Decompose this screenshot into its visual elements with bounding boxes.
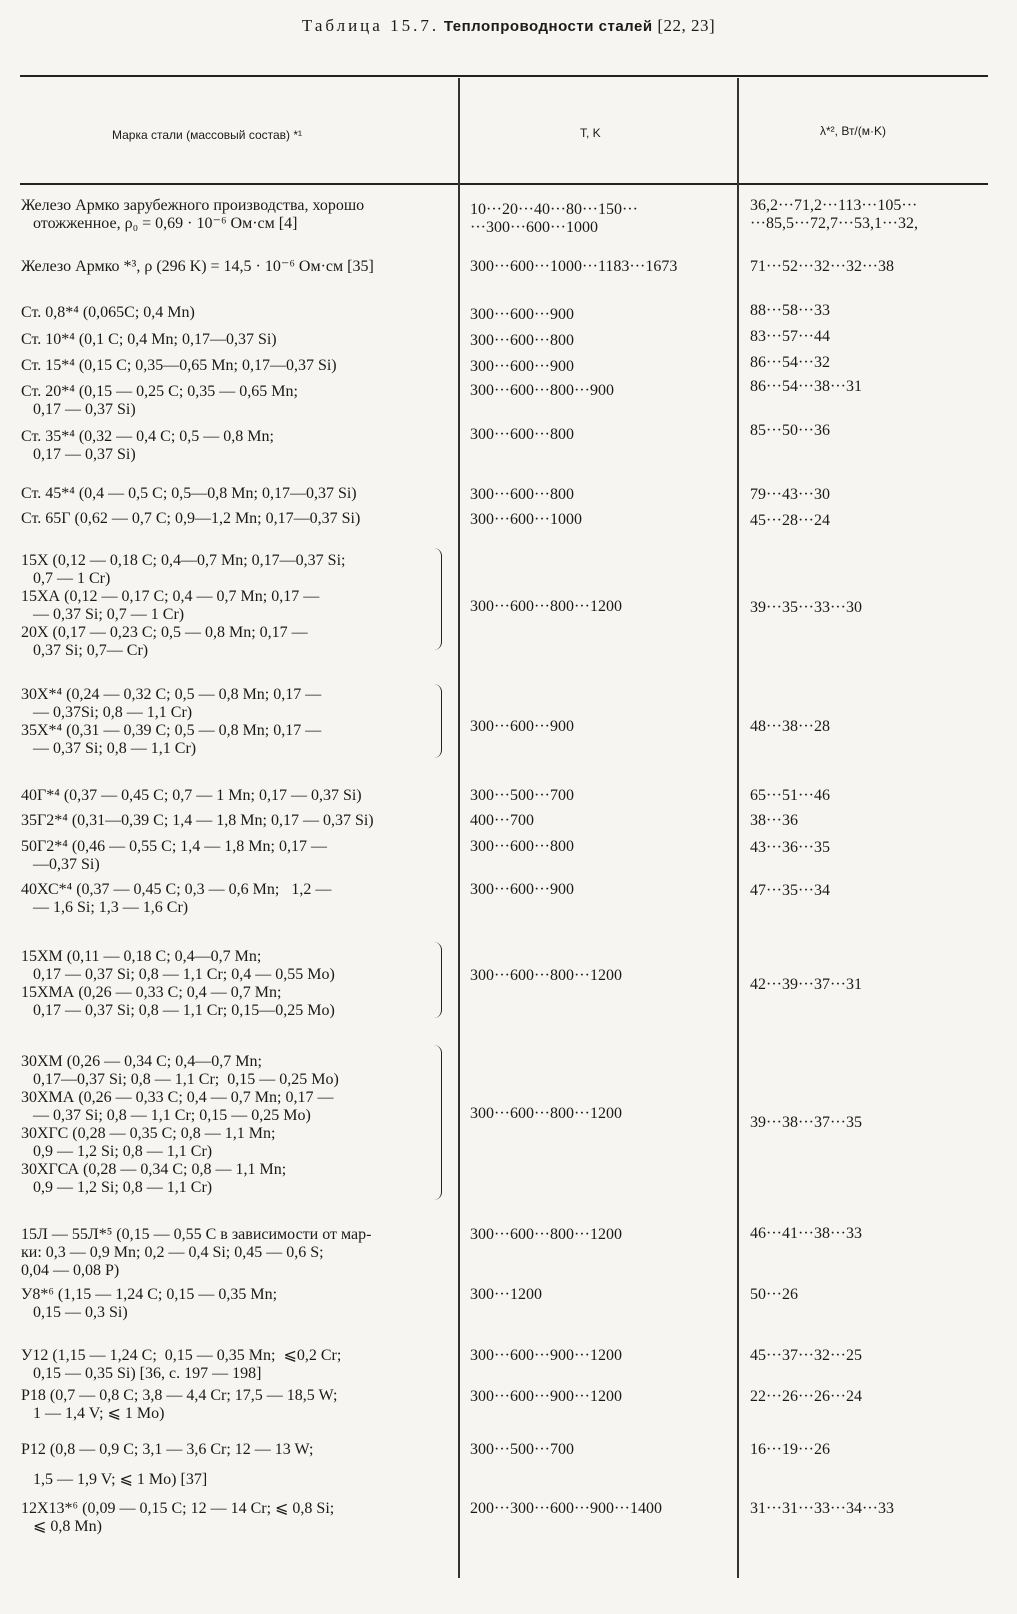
steel-grade-cell: Р18 (0,7 — 0,8 С; 3,8 — 4,4 Cr; 17,5 — 18,5 W; 1 — 1,4 V; ⩽ 1 Mo) [21, 1387, 338, 1422]
conductivity-cell: 47···35···34 [750, 882, 830, 899]
steel-grade-cell: Ст. 0,8*⁴ (0,065С; 0,4 Mn) [21, 304, 195, 321]
temperature-cell: 300···600···800···1200 [470, 1105, 622, 1122]
caption-title: Теплопроводности сталей [443, 18, 653, 35]
steel-grade-cell: 30Х*⁴ (0,24 — 0,32 С; 0,5 — 0,8 Mn; 0,17 — — 0,37Si; 0,8 — 1,1 Cr) 35Х*⁴ (0,31 — 0,39 С; 0,5 — 0,8 Mn; 0,17 — — 0,37 Si; 0,8 — 1,1 Cr) [21, 686, 322, 757]
steel-grade-cell: 40ХС*⁴ (0,37 — 0,45 С; 0,3 — 0,6 Mn; 1,2 — — 1,6 Si; 1,3 — 1,6 Cr) [21, 881, 332, 916]
conductivity-cell: 83···57···44 [750, 328, 830, 345]
conductivity-cell: 85···50···36 [750, 422, 830, 439]
temperature-cell: 300···600···900 [470, 718, 574, 735]
steel-grade-cell: 1,5 — 1,9 V; ⩽ 1 Mo) [37] [21, 1471, 208, 1488]
conductivity-cell: 36,2···71,2···113···105··· ···85,5···72,7···53,1···32, [750, 197, 918, 232]
temperature-cell: 300···600···1000···1183···1673 [470, 258, 678, 275]
steel-grade-cell: Р12 (0,8 — 0,9 С; 3,1 — 3,6 Cr; 12 — 13 W; [21, 1441, 314, 1458]
temperature-cell: 300···600···800···1200 [470, 1226, 622, 1243]
temperature-cell: 300···600···800···1200 [470, 598, 622, 615]
temperature-cell: 300···600···800 [470, 332, 574, 349]
temperature-cell: 300···600···800···900 [470, 382, 614, 399]
steel-grade-cell: Ст. 20*⁴ (0,15 — 0,25 С; 0,35 — 0,65 Mn; 0,17 — 0,37 Si) [21, 383, 298, 418]
conductivity-cell: 45···28···24 [750, 512, 830, 529]
temperature-cell: 300···600···800 [470, 486, 574, 503]
steel-grade-cell: 35Г2*⁴ (0,31—0,39 С; 1,4 — 1,8 Mn; 0,17 — 0,37 Si) [21, 812, 374, 829]
caption-refs: [22, 23] [657, 16, 716, 35]
steel-grade-cell: 30ХМ (0,26 — 0,34 С; 0,4—0,7 Mn; 0,17—0,37 Si; 0,8 — 1,1 Cr; 0,15 — 0,25 Mo) 30ХМА (0,26 — 0,33 С; 0,4 — 0,7 Mn; 0,17 — — 0,37 Si; 0,8 — 1,1 Cr; 0,15 — 0,25 Mo) 30ХГС (0,28 — 0,35 С; 0,8 — 1,1 Mn; 0,9 — 1,2 Si; 0,8 — 1,1 Cr) 30ХГСА (0,28 — 0,34 С; 0,8 — 1,1 Mn; 0,9 — 1,2 Si; 0,8 — 1,1 Cr) [21, 1053, 339, 1196]
conductivity-cell: 43···36···35 [750, 839, 830, 856]
temperature-cell: 300···500···700 [470, 787, 574, 804]
conductivity-cell: 42···39···37···31 [750, 976, 862, 993]
steel-grade-cell: У8*⁶ (1,15 — 1,24 С; 0,15 — 0,35 Mn; 0,15 — 0,3 Si) [21, 1286, 278, 1321]
header-temperature: T, K [580, 126, 601, 140]
temperature-cell: 300···1200 [470, 1286, 542, 1303]
temperature-cell: 400···700 [470, 812, 534, 829]
temperature-cell: 300···600···900···1200 [470, 1388, 622, 1405]
steel-grade-cell: Ст. 45*⁴ (0,4 — 0,5 С; 0,5—0,8 Mn; 0,17—0,37 Si) [21, 485, 357, 502]
conductivity-cell: 48···38···28 [750, 718, 830, 735]
conductivity-cell: 39···38···37···35 [750, 1114, 862, 1131]
table-top-rule [20, 75, 988, 77]
temperature-cell: 300···600···900···1200 [470, 1347, 622, 1364]
group-brace [433, 548, 442, 650]
conductivity-cell: 45···37···32···25 [750, 1347, 862, 1364]
caption-label: Таблица 15.7. [301, 16, 440, 35]
conductivity-cell: 50···26 [750, 1286, 798, 1303]
temperature-cell: 300···600···800···1200 [470, 967, 622, 984]
temperature-cell: 200···300···600···900···1400 [470, 1500, 662, 1517]
conductivity-cell: 16···19···26 [750, 1441, 830, 1458]
temperature-cell: 300···600···900 [470, 358, 574, 375]
conductivity-cell: 88···58···33 [750, 302, 830, 319]
conductivity-cell: 46···41···38···33 [750, 1225, 862, 1242]
conductivity-cell: 31···31···33···34···33 [750, 1500, 894, 1517]
header-grade: Марка стали (массовый состав) *¹ [112, 128, 303, 142]
group-brace [433, 1045, 442, 1200]
table-caption [0, 16, 1017, 36]
conductivity-cell: 38···36 [750, 812, 798, 829]
steel-grade-cell: 12Х13*⁶ (0,09 — 0,15 С; 12 — 14 Cr; ⩽ 0,8 Si; ⩽ 0,8 Mn) [21, 1500, 335, 1535]
header-conductivity: λ*², Вт/(м·K) [820, 124, 887, 138]
temperature-cell: 300···600···800 [470, 838, 574, 855]
steel-grade-cell: 50Г2*⁴ (0,46 — 0,55 С; 1,4 — 1,8 Mn; 0,17 — —0,37 Si) [21, 838, 327, 873]
conductivity-cell: 79···43···30 [750, 486, 830, 503]
steel-grade-cell: 15Л — 55Л*⁵ (0,15 — 0,55 С в зависимости от мар- ки: 0,3 — 0,9 Mn; 0,2 — 0,4 Si; 0,45 — 0,6 S; 0,04 — 0,08 P) [21, 1226, 372, 1279]
temperature-cell: 300···600···900 [470, 881, 574, 898]
steel-grade-cell: Железо Армко зарубежного производства, хорошо отожженное, ρ₀ = 0,69 · 10⁻⁶ Ом·см [4] [21, 197, 365, 232]
conductivity-cell: 86···54···38···31 [750, 378, 862, 395]
header-rule [20, 183, 988, 185]
conductivity-cell: 39···35···33···30 [750, 599, 862, 616]
steel-grade-cell: Ст. 65Г (0,62 — 0,7 С; 0,9—1,2 Mn; 0,17—0,37 Si) [21, 510, 361, 527]
steel-grade-cell: Ст. 15*⁴ (0,15 С; 0,35—0,65 Mn; 0,17—0,37 Si) [21, 357, 337, 374]
steel-grade-cell: 15ХМ (0,11 — 0,18 С; 0,4—0,7 Mn; 0,17 — 0,37 Si; 0,8 — 1,1 Cr; 0,4 — 0,55 Mo) 15ХМА (0,26 — 0,33 С; 0,4 — 0,7 Mn; 0,17 — 0,37 Si; 0,8 — 1,1 Cr; 0,15—0,25 Mo) [21, 948, 335, 1019]
group-brace [433, 684, 442, 758]
conductivity-cell: 22···26···26···24 [750, 1388, 862, 1405]
temperature-cell: 300···600···900 [470, 306, 574, 323]
conductivity-cell: 65···51···46 [750, 787, 830, 804]
steel-grade-cell: 15Х (0,12 — 0,18 С; 0,4—0,7 Mn; 0,17—0,37 Si; 0,7 — 1 Cr) 15ХА (0,12 — 0,17 С; 0,4 — 0,7 Mn; 0,17 — — 0,37 Si; 0,7 — 1 Cr) 20Х (0,17 — 0,23 С; 0,5 — 0,8 Mn; 0,17 — 0,37 Si; 0,7— Cr) [21, 552, 346, 659]
steel-grade-cell: 40Г*⁴ (0,37 — 0,45 С; 0,7 — 1 Mn; 0,17 — 0,37 Si) [21, 787, 362, 804]
temperature-cell: 10···20···40···80···150··· ···300···600···1000 [470, 201, 638, 236]
temperature-cell: 300···600···1000 [470, 511, 582, 528]
column-divider-1 [458, 78, 460, 1578]
steel-grade-cell: Ст. 35*⁴ (0,32 — 0,4 С; 0,5 — 0,8 Mn; 0,17 — 0,37 Si) [21, 428, 274, 463]
conductivity-cell: 86···54···32 [750, 354, 830, 371]
steel-grade-cell: Железо Армко *³, ρ (296 K) = 14,5 · 10⁻⁶ Ом·см [35] [21, 258, 374, 275]
group-brace [433, 942, 442, 1018]
temperature-cell: 300···600···800 [470, 426, 574, 443]
steel-grade-cell: У12 (1,15 — 1,24 С; 0,15 — 0,35 Mn; ⩽0,2 Cr; 0,15 — 0,35 Si) [36, с. 197 — 198] [21, 1347, 342, 1382]
steel-grade-cell: Ст. 10*⁴ (0,1 С; 0,4 Mn; 0,17—0,37 Si) [21, 331, 277, 348]
temperature-cell: 300···500···700 [470, 1441, 574, 1458]
column-divider-2 [737, 78, 739, 1578]
conductivity-cell: 71···52···32···32···38 [750, 258, 894, 275]
